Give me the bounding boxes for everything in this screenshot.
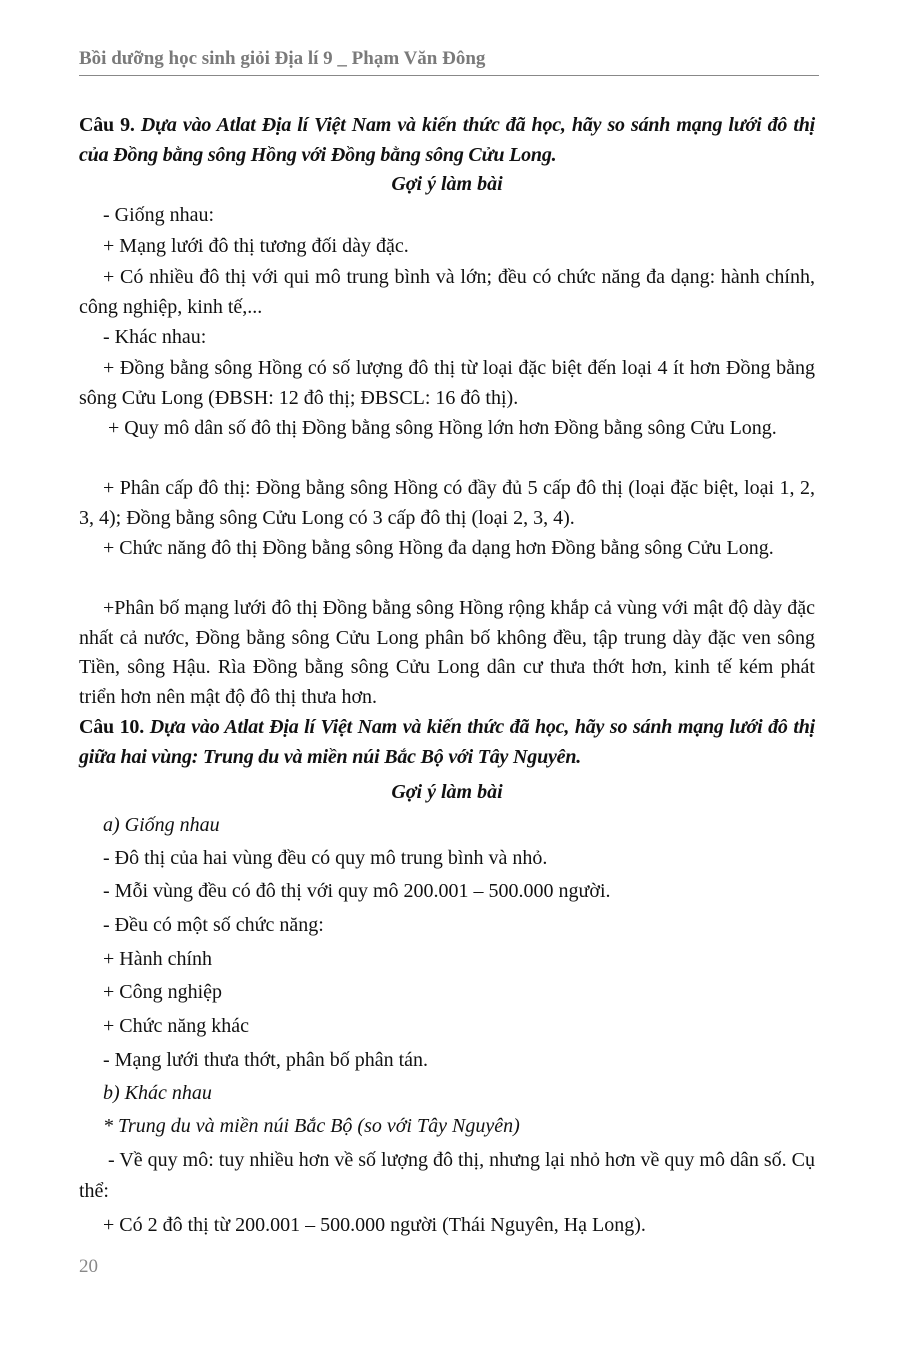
answer-line: + Có nhiều đô thị với qui mô trung bình và lớn; đều có chức năng đa dạng: hành chính, công nghiệp, kinh tế,... xyxy=(79,266,815,318)
hint-heading: Gợi ý làm bài xyxy=(391,173,503,195)
question-9 xyxy=(79,111,815,170)
answer-line: - Mỗi vùng đều có đô thị với quy mô 200.001 – 500.000 người. xyxy=(103,880,611,902)
answer-line: - Đều có một số chức năng: xyxy=(103,914,324,936)
answer-line: * Trung du và miền núi Bắc Bộ (so với Tây Nguyên) xyxy=(103,1115,520,1137)
answer-line: +Phân bố mạng lưới đô thị Đồng bằng sông Hồng rộng khắp cả vùng với mật độ dày đặc nhất cả nước, Đồng bằng sông Cửu Long phân bố không đều, tập trung dày đặc ven sông Tiền, sông Hậu. Rìa Đồng bằng sông Cửu Long dân cư thưa thớt hơn, kinh tế kém phát triển hơn nên mật độ đô thị thưa hơn. xyxy=(79,597,815,708)
question-text: Dựa vào Atlat Địa lí Việt Nam và kiến thức đã học, hãy so sánh mạng lưới đô thị của Đồng bằng sông Hồng với Đồng bằng sông Cửu Long. xyxy=(79,114,816,166)
header-rule xyxy=(79,75,819,76)
question-text: Dựa vào Atlat Địa lí Việt Nam và kiến thức đã học, hãy so sánh mạng lưới đô thị giữa hai vùng: Trung du và miền núi Bắc Bộ với Tây Nguyên. xyxy=(79,716,815,768)
answer-line: - Giống nhau: xyxy=(103,204,215,226)
answer-line: + Chức năng khác xyxy=(103,1015,249,1037)
running-header: Bồi dưỡng học sinh giỏi Địa lí 9 _ Phạm Văn Đông xyxy=(79,48,486,69)
answer-line: + Đồng bằng sông Hồng có số lượng đô thị từ loại đặc biệt đến loại 4 ít hơn Đồng bằng sông Cửu Long (ĐBSH: 12 đô thị; ĐBSCL: 16 đô thị). xyxy=(79,357,815,409)
answer-line: - Đô thị của hai vùng đều có quy mô trung bình và nhỏ. xyxy=(103,847,548,869)
answer-line: + Quy mô dân số đô thị Đồng bằng sông Hồng lớn hơn Đồng bằng sông Cửu Long. xyxy=(103,417,777,439)
question-label: Câu 10. xyxy=(79,716,145,738)
answer-line: + Chức năng đô thị Đồng bằng sông Hồng đa dạng hơn Đồng bằng sông Cửu Long. xyxy=(103,537,774,559)
hint-heading: Gợi ý làm bài xyxy=(391,781,503,803)
answer-line: + Có 2 đô thị từ 200.001 – 500.000 người (Thái Nguyên, Hạ Long). xyxy=(103,1214,646,1236)
answer-line: + Mạng lưới đô thị tương đối dày đặc. xyxy=(103,235,409,257)
answer-line: + Hành chính xyxy=(103,948,213,970)
answer-line: - Mạng lưới thưa thớt, phân bố phân tán. xyxy=(103,1049,428,1071)
answer-line: b) Khác nhau xyxy=(103,1082,212,1104)
answer-line: - Khác nhau: xyxy=(103,326,207,348)
page-number: 20 xyxy=(79,1256,98,1277)
answer-line: + Công nghiệp xyxy=(103,981,223,1003)
question-label: Câu 9. xyxy=(79,114,135,136)
question-10 xyxy=(79,713,815,772)
answer-line: a) Giống nhau xyxy=(103,814,220,836)
answer-line: - Về quy mô: tuy nhiều hơn về số lượng đô thị, nhưng lại nhỏ hơn về quy mô dân số. Cụ thể: xyxy=(79,1149,821,1202)
answer-line: + Phân cấp đô thị: Đồng bằng sông Hồng có đầy đủ 5 cấp đô thị (loại đặc biệt, loại 1, 2, 3, 4); Đồng bằng sông Cửu Long có 3 cấp đô thị (loại 2, 3, 4). xyxy=(79,477,815,529)
